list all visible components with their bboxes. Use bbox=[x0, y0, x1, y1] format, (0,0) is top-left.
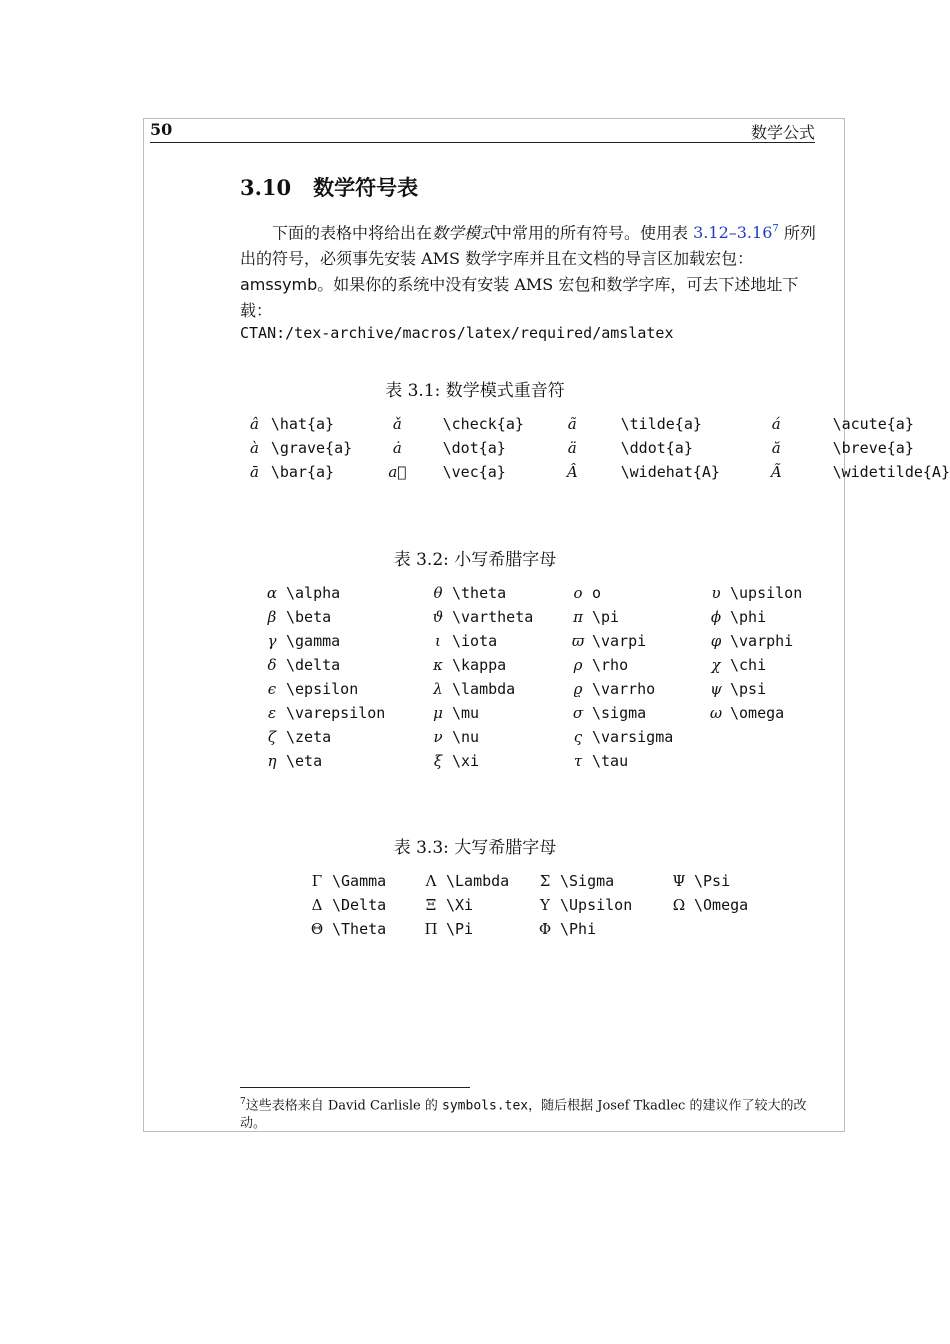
footnote-text-1: 这些表格来自 David Carlisle 的 bbox=[245, 1098, 443, 1114]
symbol-glyph: Ã bbox=[770, 463, 782, 481]
table-ref-link[interactable] bbox=[693, 223, 779, 242]
intro-text-3: 所列出的符号，必须事先安装 AMS 数学字库并且在文档的导言区加载宏包： bbox=[240, 223, 816, 269]
symbol-glyph: Ω bbox=[672, 896, 686, 914]
latex-command: \beta bbox=[286, 608, 332, 626]
symbol-glyph: ā bbox=[249, 463, 259, 481]
symbol-glyph: ã bbox=[567, 415, 577, 433]
intro-paragraph bbox=[240, 217, 816, 324]
footnote-text-2: ，随后根据 Josef Tkadlec 的建议作了较大的改动。 bbox=[240, 1098, 807, 1132]
latex-command: \tau bbox=[592, 752, 629, 770]
table-caption-2: 表 3.2: 小写希腊字母 bbox=[393, 550, 557, 570]
symbol-glyph: ä bbox=[567, 439, 577, 457]
section-heading bbox=[240, 172, 418, 202]
latex-command: \bar{a} bbox=[270, 463, 335, 481]
latex-command: \epsilon bbox=[286, 680, 359, 698]
latex-command: \Sigma bbox=[560, 872, 615, 890]
intro-text-4: 。如果你的系统中没有安装 AMS 宏包和数学字库，可去下述地址下载： bbox=[240, 275, 799, 321]
page-number: 50 bbox=[150, 120, 173, 139]
latex-command: \widehat{A} bbox=[620, 463, 720, 481]
symbol-glyph: φ bbox=[710, 632, 722, 650]
latex-command bbox=[730, 725, 850, 749]
table-caption-3: 表 3.3: 大写希腊字母 bbox=[393, 838, 557, 858]
symbol-glyph: ϖ bbox=[571, 632, 585, 650]
latex-command: \vec{a} bbox=[442, 463, 506, 481]
table-row bbox=[238, 460, 950, 484]
latex-command: \ddot{a} bbox=[620, 439, 693, 457]
footnote-marker[interactable]: 7 bbox=[772, 224, 779, 235]
section-title: 数学符号表 bbox=[313, 175, 419, 200]
latex-command: \Lambda bbox=[446, 872, 510, 890]
symbol-glyph: μ bbox=[433, 704, 443, 722]
package-name: amssymb bbox=[240, 275, 318, 295]
table-row bbox=[258, 629, 850, 653]
latex-command: \psi bbox=[730, 680, 767, 698]
symbol-glyph: â bbox=[249, 415, 259, 433]
latex-command bbox=[730, 749, 850, 773]
symbol-glyph: γ bbox=[267, 632, 277, 650]
latex-command: \chi bbox=[730, 656, 767, 674]
footnote bbox=[240, 1093, 816, 1133]
symbol-glyph: υ bbox=[711, 584, 721, 602]
symbol-glyph: Σ bbox=[539, 872, 551, 890]
symbol-glyph: Θ bbox=[310, 920, 324, 938]
symbol-glyph: Π bbox=[424, 920, 438, 938]
accent-table bbox=[238, 412, 950, 484]
symbol-glyph: á bbox=[771, 415, 781, 433]
latex-command: \acute{a} bbox=[832, 415, 914, 433]
table-row bbox=[258, 701, 850, 725]
symbol-glyph: ă bbox=[771, 439, 781, 457]
latex-command: \varphi bbox=[730, 632, 794, 650]
table-row bbox=[258, 677, 850, 701]
latex-command: \varepsilon bbox=[286, 704, 386, 722]
latex-command: \varsigma bbox=[592, 728, 674, 746]
running-head bbox=[150, 120, 815, 143]
table-row bbox=[302, 869, 784, 893]
latex-command: \dot{a} bbox=[442, 439, 506, 457]
latex-command: \Omega bbox=[694, 896, 749, 914]
symbol-glyph: Υ bbox=[540, 896, 550, 914]
ctan-url: CTAN:/tex-archive/macros/latex/required/amslatex bbox=[240, 324, 674, 342]
symbol-glyph: η bbox=[267, 752, 277, 770]
latex-command: \Delta bbox=[332, 896, 387, 914]
latex-command: \eta bbox=[286, 752, 323, 770]
uppercase-greek-table bbox=[302, 869, 784, 941]
table-row bbox=[302, 917, 784, 941]
intro-text-1: 下面的表格中将给出在 bbox=[272, 223, 433, 243]
latex-command: \alpha bbox=[286, 584, 341, 602]
symbol-glyph: σ bbox=[572, 704, 584, 722]
latex-command: \iota bbox=[452, 632, 498, 650]
latex-command: \omega bbox=[730, 704, 785, 722]
latex-command: \delta bbox=[286, 656, 341, 674]
symbol-glyph: ϱ bbox=[573, 680, 583, 698]
latex-command: \Xi bbox=[446, 896, 474, 914]
footnote-mark: 7 bbox=[240, 1097, 246, 1107]
latex-command: \theta bbox=[452, 584, 507, 602]
lowercase-greek-table bbox=[258, 581, 850, 773]
latex-command: \vartheta bbox=[452, 608, 534, 626]
table-row bbox=[238, 436, 950, 460]
latex-command: \Pi bbox=[446, 920, 474, 938]
latex-command: \rho bbox=[592, 656, 629, 674]
latex-command: \hat{a} bbox=[270, 415, 335, 433]
symbol-glyph: ε bbox=[267, 704, 277, 722]
latex-command: \pi bbox=[592, 608, 620, 626]
symbol-glyph: α bbox=[266, 584, 278, 602]
latex-command: \Phi bbox=[560, 920, 597, 938]
symbol-glyph: ι bbox=[435, 632, 441, 650]
symbol-glyph: o bbox=[573, 584, 583, 602]
symbol-glyph bbox=[702, 725, 730, 749]
latex-command: \xi bbox=[452, 752, 480, 770]
math-mode-term: 数学模式 bbox=[432, 223, 497, 243]
symbol-glyph: Δ bbox=[311, 896, 323, 914]
latex-command: \Gamma bbox=[332, 872, 387, 890]
symbol-glyph: β bbox=[267, 608, 277, 626]
latex-command: o bbox=[592, 584, 602, 602]
symbol-glyph: Λ bbox=[425, 872, 437, 890]
table-ref-text[interactable]: 3.12–3.16 bbox=[693, 223, 773, 243]
symbol-glyph: τ bbox=[573, 752, 583, 770]
symbol-glyph bbox=[664, 917, 694, 941]
symbol-glyph: δ bbox=[267, 656, 277, 674]
symbol-glyph: ϵ bbox=[267, 680, 277, 698]
symbol-glyph: Γ bbox=[311, 872, 323, 890]
section-number: 3.10 bbox=[240, 175, 292, 200]
latex-command bbox=[694, 917, 784, 941]
intro-text-2: 中常用的所有符号。使用表 bbox=[496, 223, 694, 243]
table-row bbox=[258, 749, 850, 773]
symbol-glyph: ȧ bbox=[392, 439, 402, 457]
symbol-glyph: κ bbox=[433, 656, 443, 674]
symbol-glyph: θ bbox=[433, 584, 443, 602]
latex-command: \upsilon bbox=[730, 584, 803, 602]
latex-command: \kappa bbox=[452, 656, 507, 674]
latex-command: \tilde{a} bbox=[620, 415, 702, 433]
latex-command: \mu bbox=[452, 704, 480, 722]
latex-command: \gamma bbox=[286, 632, 341, 650]
symbol-glyph: Ξ bbox=[425, 896, 437, 914]
symbol-glyph: ǎ bbox=[392, 415, 402, 433]
symbol-glyph: ζ bbox=[267, 728, 277, 746]
latex-command: \lambda bbox=[452, 680, 516, 698]
symbol-glyph: Φ bbox=[538, 920, 552, 938]
table-row bbox=[238, 412, 950, 436]
table-row bbox=[302, 893, 784, 917]
symbol-glyph: Â bbox=[566, 463, 578, 481]
latex-command: \Theta bbox=[332, 920, 387, 938]
symbol-glyph: a⃗ bbox=[388, 463, 407, 481]
footnote-filename: symbols.tex bbox=[442, 1098, 529, 1114]
symbol-glyph: ψ bbox=[710, 680, 722, 698]
latex-command: \varpi bbox=[592, 632, 647, 650]
latex-command: \sigma bbox=[592, 704, 647, 722]
symbol-glyph bbox=[702, 749, 730, 773]
latex-command: \breve{a} bbox=[832, 439, 914, 457]
symbol-glyph: Ψ bbox=[672, 872, 686, 890]
latex-command: \check{a} bbox=[442, 415, 524, 433]
symbol-glyph: ξ bbox=[433, 752, 443, 770]
table-row bbox=[258, 605, 850, 629]
latex-command: \Psi bbox=[694, 872, 731, 890]
symbol-glyph: à bbox=[249, 439, 259, 457]
latex-command: \varrho bbox=[592, 680, 656, 698]
latex-command: \grave{a} bbox=[270, 439, 353, 457]
latex-command: \phi bbox=[730, 608, 767, 626]
footnote-rule bbox=[240, 1087, 470, 1088]
chapter-title: 数学公式 bbox=[750, 123, 815, 142]
symbol-glyph: ς bbox=[573, 728, 583, 746]
symbol-glyph: χ bbox=[711, 656, 721, 674]
symbol-glyph: ϕ bbox=[710, 608, 722, 626]
table-caption-1: 表 3.1: 数学模式重音符 bbox=[385, 381, 565, 401]
table-row bbox=[258, 653, 850, 677]
symbol-glyph: ν bbox=[433, 728, 443, 746]
table-row bbox=[258, 725, 850, 749]
latex-command: \zeta bbox=[286, 728, 332, 746]
latex-command: \nu bbox=[452, 728, 480, 746]
symbol-glyph: π bbox=[573, 608, 583, 626]
symbol-glyph: ϑ bbox=[432, 608, 444, 626]
symbol-glyph: λ bbox=[433, 680, 443, 698]
symbol-glyph: ρ bbox=[573, 656, 583, 674]
table-row bbox=[258, 581, 850, 605]
latex-command: \widetilde{A} bbox=[832, 463, 950, 481]
latex-command: \Upsilon bbox=[560, 896, 633, 914]
symbol-glyph: ω bbox=[709, 704, 723, 722]
